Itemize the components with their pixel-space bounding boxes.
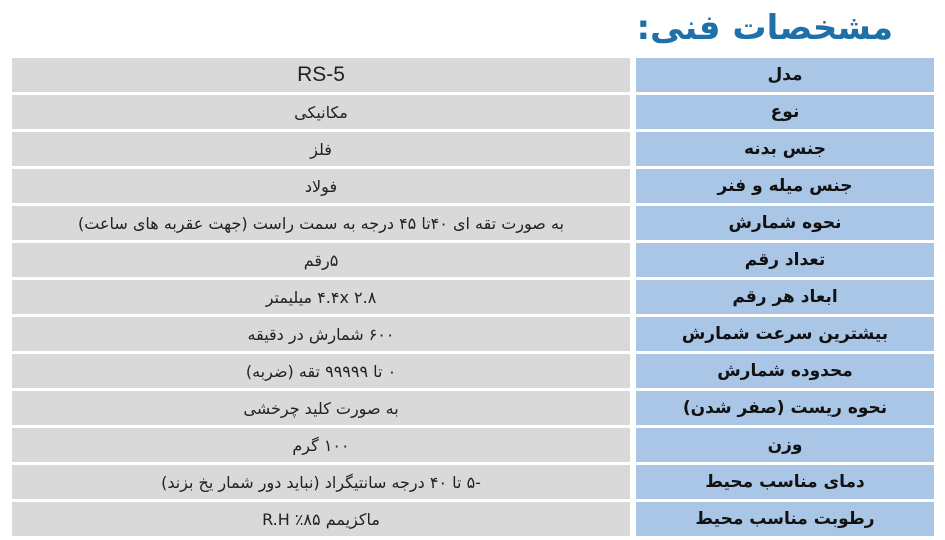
spec-label: محدوده شمارش — [636, 354, 934, 388]
table-row — [12, 95, 934, 129]
table-row — [12, 280, 934, 314]
spec-label: نوع — [636, 95, 934, 129]
spec-label: جنس بدنه — [636, 132, 934, 166]
spec-value: ۴.۴x ۲.۸ میلیمتر — [12, 280, 630, 314]
spec-label: رطوبت مناسب محیط — [636, 502, 934, 536]
spec-label: نحوه ریست (صفر شدن) — [636, 391, 934, 425]
spec-value: به صورت کلید چرخشی — [12, 391, 630, 425]
table-row — [12, 317, 934, 351]
table-row — [12, 354, 934, 388]
spec-value: ۰ تا ۹۹۹۹۹ تقه (ضربه) — [12, 354, 630, 388]
spec-value: مکانیکی — [12, 95, 630, 129]
table-row — [12, 169, 934, 203]
spec-label: تعداد رقم — [636, 243, 934, 277]
spec-value: فولاد — [12, 169, 630, 203]
spec-value: ۶۰۰ شمارش در دقیقه — [12, 317, 630, 351]
spec-value: به صورت تقه ای ۴۰تا ۴۵ درجه به سمت راست (جهت عقربه های ساعت) — [12, 206, 630, 240]
spec-value: ۱۰۰ گرم — [12, 428, 630, 462]
table-row — [12, 58, 934, 92]
table-row — [12, 465, 934, 499]
page-title: مشخصات فنی: — [636, 8, 893, 48]
spec-label: نحوه شمارش — [636, 206, 934, 240]
spec-value: ماکزیمم ۸۵٪ R.H — [12, 502, 630, 536]
table-row — [12, 243, 934, 277]
table-row — [12, 428, 934, 462]
spec-label: دمای مناسب محیط — [636, 465, 934, 499]
specs-table — [12, 58, 934, 536]
spec-label: ابعاد هر رقم — [636, 280, 934, 314]
spec-value: فلز — [12, 132, 630, 166]
spec-label: مدل — [636, 58, 934, 92]
table-row — [12, 502, 934, 536]
spec-value: -۵ تا ۴۰ درجه سانتیگراد (نباید دور شمار یخ بزند) — [12, 465, 630, 499]
spec-label: بیشترین سرعت شمارش — [636, 317, 934, 351]
spec-label: جنس میله و فنر — [636, 169, 934, 203]
spec-label: وزن — [636, 428, 934, 462]
spec-value: RS-5 — [12, 58, 630, 92]
spec-value: ۵رقم — [12, 243, 630, 277]
table-row — [12, 206, 934, 240]
table-row — [12, 132, 934, 166]
table-row — [12, 391, 934, 425]
